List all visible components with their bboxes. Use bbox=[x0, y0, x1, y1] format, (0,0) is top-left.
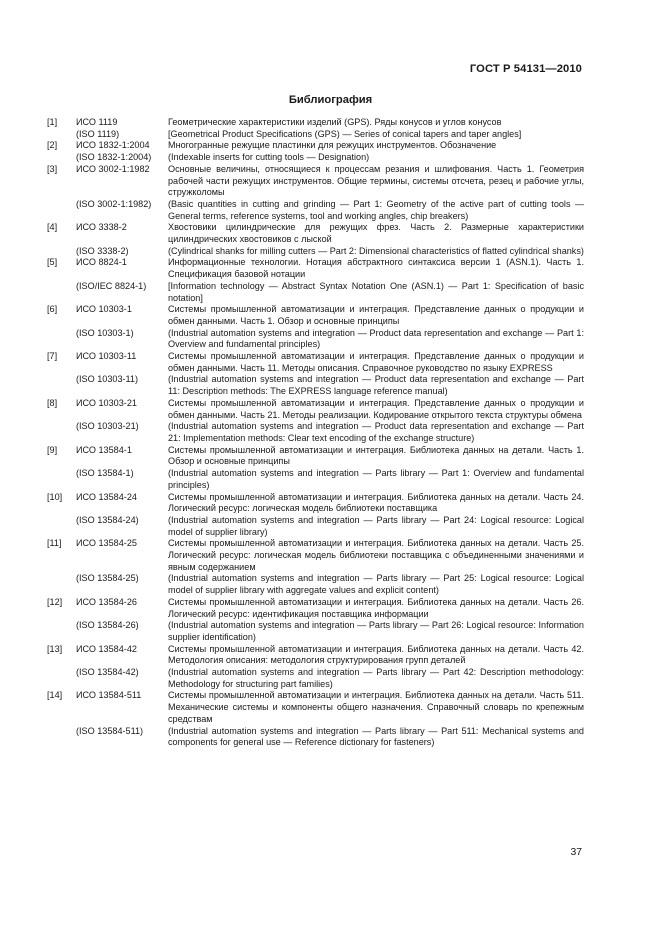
entry-text: Системы промышленной автоматизации и интеграция. Библиотека данных на детали. Часть 25. Логический ресурс: логическая модель библиотеки поставщика с объединенными значениями и явным содержанием bbox=[168, 538, 584, 572]
list-item bbox=[47, 445, 584, 468]
entry-code: (ISO 10303-21) bbox=[76, 421, 139, 432]
entry-code: (ISO 10303-1) bbox=[76, 327, 134, 338]
list-item bbox=[47, 726, 584, 749]
entry-number: [9] bbox=[47, 444, 58, 455]
list-item bbox=[47, 164, 584, 199]
entry-text: (Industrial automation systems and integration — Product data representation and exchange — Part 21: Implementation methods: Clear text encoding of the exchange structure) bbox=[168, 421, 584, 443]
list-item bbox=[47, 421, 584, 444]
entry-code: ИСО 13584-25 bbox=[76, 538, 137, 549]
list-item bbox=[47, 690, 584, 725]
entry-number: [1] bbox=[47, 117, 58, 127]
entry-code: (ISO 13584-24) bbox=[76, 514, 139, 525]
entry-code: ИСО 13584-1 bbox=[76, 444, 132, 455]
entry-code: (ISO 10303-11) bbox=[76, 374, 139, 385]
entry-number: [4] bbox=[47, 222, 58, 233]
list-item bbox=[47, 257, 584, 280]
entry-number: [14] bbox=[47, 690, 63, 701]
list-item bbox=[47, 328, 584, 351]
list-item bbox=[47, 374, 584, 397]
entry-text: Информационные технологии. Нотация абстрактного синтаксиса версии 1 (ASN.1). Часть 1. Спецификация базовой нотации bbox=[168, 257, 584, 280]
entry-text: (Industrial automation systems and integration — Parts library — Part 26: Logical resource: Information supplier identification) bbox=[168, 620, 584, 642]
list-item bbox=[47, 620, 584, 643]
entry-text: (Industrial automation systems and integration — Product data representation and exchange — Part 1: Overview and fundamental principles) bbox=[168, 327, 584, 350]
entry-number: [11] bbox=[47, 538, 62, 549]
list-item bbox=[47, 117, 584, 129]
entry-number: [2] bbox=[47, 140, 58, 151]
list-item bbox=[47, 199, 584, 222]
entry-text: (Industrial automation systems and integration — Product data representation and exchange — Part 11: Description methods: The EXPRESS language reference manual) bbox=[168, 374, 584, 397]
entry-text: (Cylindrical shanks for milling cutters — Part 2: Dimensional characteristics of flatted cylindrical shanks) bbox=[168, 245, 584, 256]
entry-number: [7] bbox=[47, 351, 58, 362]
list-item bbox=[47, 129, 584, 141]
entry-code: (ISO 13584-42) bbox=[76, 667, 139, 678]
entry-number: [5] bbox=[47, 257, 58, 268]
entry-text: (Industrial automation systems and integration — Parts library — Part 25: Logical resource: Logical model of supplier library with aggregate values and explicit content) bbox=[168, 573, 584, 596]
entry-code: (ISO 1832-1:2004) bbox=[76, 152, 152, 163]
entry-number: [6] bbox=[47, 304, 58, 315]
entry-code: ИСО 13584-26 bbox=[76, 596, 137, 607]
entry-text: [Information technology — Abstract Syntax Notation One (ASN.1) — Part 1: Specification of basic notation] bbox=[168, 280, 584, 303]
entry-code: (ISO 13584-511) bbox=[76, 725, 144, 736]
entry-code: ИСО 1119 bbox=[76, 117, 118, 127]
entry-code: ИСО 13584-42 bbox=[76, 643, 137, 654]
entry-text: Многогранные режущие пластинки для режущих инструментов. Обозначение bbox=[168, 140, 497, 151]
entry-text: Системы промышленной автоматизации и интеграция. Библиотека данных на детали. Часть 511. Механические системы и компоненты общего назначения. Справочный словарь по крепежным средствам bbox=[168, 690, 584, 724]
entry-code: (ISO 13584-25) bbox=[76, 573, 139, 584]
entry-text: (Indexable inserts for cutting tools — Designation) bbox=[168, 152, 370, 163]
entry-code: ИСО 10303-1 bbox=[76, 304, 132, 315]
entry-text: Системы промышленной автоматизации и интеграция. Библиотека данных на детали. Часть 24. Логический ресурс: логическая модель библиотеки поставщика bbox=[168, 491, 584, 514]
entry-text: Системы промышленной автоматизации и интеграция. Библиотека данных на детали. Часть 26. Логический ресурс: идентификация поставщика информации bbox=[168, 596, 584, 619]
entry-text: Системы промышленной автоматизации и интеграция. Представление данных о продукции и обмен данными. Часть 21. Методы реализации. Кодирование открытого текста структуры обмена bbox=[168, 397, 584, 420]
list-item bbox=[47, 468, 584, 491]
entry-text: (Industrial automation systems and integration — Parts library — Part 42: Description methodology: Methodology for structuring part families) bbox=[168, 667, 584, 689]
entry-number: [13] bbox=[47, 643, 63, 654]
list-item bbox=[47, 515, 584, 538]
list-item bbox=[47, 246, 584, 258]
entry-text: [Geometrical Product Specifications (GPS) — Series of conical tapers and taper angles] bbox=[168, 128, 522, 139]
list-item bbox=[47, 667, 584, 690]
entry-code: (ISO 13584-26) bbox=[76, 620, 139, 631]
entry-number: [8] bbox=[47, 397, 58, 408]
list-item bbox=[47, 304, 584, 327]
entry-text: Геометрические характеристики изделий (GPS). Ряды конусов и углов конусов bbox=[168, 117, 502, 127]
entry-text: Системы промышленной автоматизации и интеграция. Представление данных о продукции и обмен данными. Часть 11. Методы описания. Справочное руководство по языку EXPRESS bbox=[168, 351, 584, 373]
entry-text: Хвостовики цилиндрические для режущих фрез. Часть 2. Размерные характеристики цилиндрических хвостовиков с лыской bbox=[168, 222, 584, 245]
entry-code: ИСО 13584-511 bbox=[76, 690, 142, 701]
entry-text: (Basic quantities in cutting and grinding — Part 1: Geometry of the active part of cutting tools — General terms, reference systems, tool and working angles, chip breakers) bbox=[168, 198, 584, 221]
entry-code: ИСО 10303-21 bbox=[76, 397, 137, 408]
entry-code: ИСО 1832-1:2004 bbox=[76, 140, 150, 151]
list-item bbox=[47, 281, 584, 304]
entry-text: (Industrial automation systems and integration — Parts library — Part 511: Mechanical systems and components for general use — Reference dictionary for fasteners) bbox=[168, 725, 584, 748]
entry-text: Основные величины, относящиеся к процессам резания и шлифования. Часть 1. Геометрия рабочей части режущих инструментов. Общие термины, системы отсчета, резец и рабочие углы, стружколомы bbox=[168, 163, 584, 198]
entry-code: (ISO 13584-1) bbox=[76, 468, 134, 479]
list-item bbox=[47, 644, 584, 667]
entry-text: Системы промышленной автоматизации и интеграция. Библиотека данных на детали. Часть 42. Методология описания: методология структурирования групп деталей bbox=[168, 643, 584, 666]
entry-text: (Industrial automation systems and integration — Parts library — Part 24: Logical resource: Logical model of supplier library) bbox=[168, 514, 584, 537]
entry-code: (ISO 3002-1:1982) bbox=[76, 198, 152, 209]
entry-code: (ISO 3338-2) bbox=[76, 245, 129, 256]
document-id: ГОСТ Р 54131—2010 bbox=[469, 63, 582, 75]
entry-text: Системы промышленной автоматизации и интеграция. Представление данных о продукции и обмен данными. Часть 1. Обзор и основные принципы bbox=[168, 304, 584, 326]
page-number: 37 bbox=[570, 847, 582, 858]
list-item bbox=[47, 492, 584, 515]
entry-code: (ISO/IEC 8824-1) bbox=[76, 280, 147, 291]
entry-code: ИСО 13584-24 bbox=[76, 491, 137, 502]
list-item bbox=[47, 222, 584, 245]
list-item bbox=[47, 573, 584, 596]
page-title: Библиография bbox=[288, 94, 373, 106]
list-item bbox=[47, 152, 584, 164]
entry-code: (ISO 1119) bbox=[76, 128, 120, 139]
entry-code: ИСО 3002-1:1982 bbox=[76, 163, 150, 174]
entry-number: [3] bbox=[47, 163, 58, 174]
entry-number: [12] bbox=[47, 596, 63, 607]
entry-text: Системы промышленной автоматизации и интеграция. Библиотека данных на детали. Часть 1. Обзор и основные принципы bbox=[168, 444, 584, 467]
list-item bbox=[47, 398, 584, 421]
list-item bbox=[47, 538, 584, 573]
entry-code: ИСО 10303-11 bbox=[76, 351, 137, 362]
list-item bbox=[47, 140, 584, 152]
entry-number: [10] bbox=[47, 491, 63, 502]
entry-text: (Industrial automation systems and integration — Parts library — Part 1: Overview and fundamental principles) bbox=[168, 468, 584, 490]
entry-code: ИСО 8824-1 bbox=[76, 257, 127, 268]
entry-code: ИСО 3338-2 bbox=[76, 222, 127, 233]
list-item bbox=[47, 597, 584, 620]
bibliography-list bbox=[47, 117, 584, 749]
list-item bbox=[47, 351, 584, 374]
